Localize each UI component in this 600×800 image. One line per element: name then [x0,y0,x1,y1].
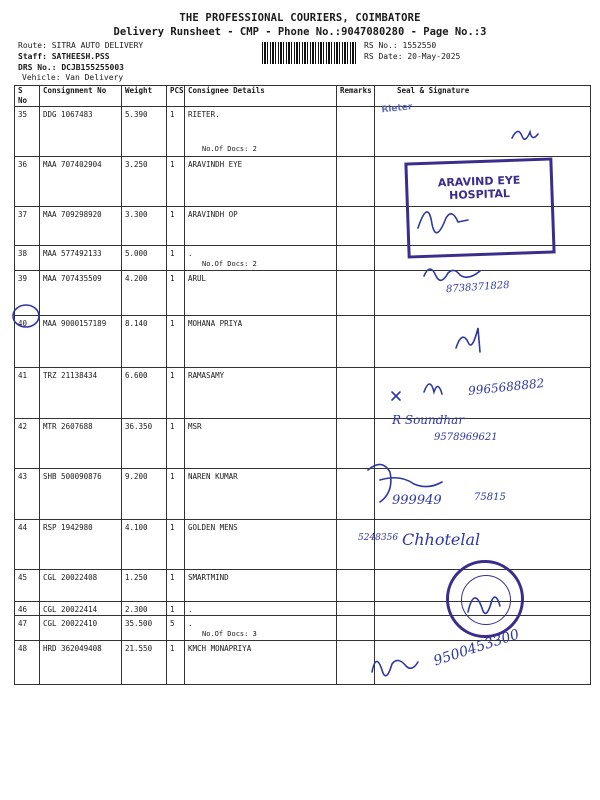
sno-cell-value: 41 [18,371,28,380]
consignee-cell-value: ARAVINDH EYE [188,160,243,169]
pcs-cell-value: 1 [170,605,175,614]
staff [18,52,110,62]
pcs-cell-value: 1 [170,319,175,328]
table-row [15,520,591,570]
docs-count: No.Of Docs: 3 [202,630,257,638]
sno-cell-value: 45 [18,573,28,582]
remarks-cell [337,419,375,469]
weight-cell [122,616,167,641]
consignee-cell [185,520,337,570]
sno-cell [15,520,40,570]
pcs-cell [167,316,185,368]
consignee-cell-value: RAMASAMY [188,371,225,380]
drs-label: DRS No.: [18,63,57,72]
consignment-cell-value: CGL 20022410 [43,619,98,628]
col-consignment: Consignment No [40,86,122,107]
consignment-cell [40,419,122,469]
weight-cell-value: 5.390 [125,110,148,119]
consignment-cell-value: SHB 500090876 [43,472,102,481]
consignment-cell-value: MAA 9000157189 [43,319,107,328]
consignee-cell-value: MSR [188,422,202,431]
col-remarks: Remarks [337,86,375,107]
remarks-cell [337,207,375,246]
consignment-cell [40,469,122,520]
company-seal [446,560,524,638]
sno-cell-value: 36 [18,160,28,169]
sno-cell [15,469,40,520]
weight-cell [122,316,167,368]
consignment-cell [40,207,122,246]
sno-cell-value: 37 [18,210,28,219]
consignment-cell [40,107,122,157]
rieter-stamp-name: Rieter [380,102,413,116]
pcs-cell [167,271,185,316]
sno-cell-value: 38 [18,249,28,258]
consignee-cell [185,602,337,616]
header-title: THE PROFESSIONAL COURIERS, COIMBATORE [179,12,421,24]
barcode [262,42,358,64]
consignee-cell-value: ARUL [188,274,207,283]
pcs-cell [167,520,185,570]
pcs-cell-value: 1 [170,573,175,582]
consignment-cell [40,616,122,641]
sno-cell [15,602,40,616]
pcs-cell [167,641,185,685]
consignee-cell [185,271,337,316]
consignee-cell-value: GOLDEN MENS [188,523,238,532]
col-consignee: Consignee Details [185,86,337,107]
sno-cell-value: 35 [18,110,28,119]
sno-cell [15,368,40,419]
pcs-cell [167,570,185,602]
remarks-cell [337,368,375,419]
remarks-cell [337,570,375,602]
drs-number [18,63,124,73]
consignment-cell-value: CGL 20022414 [43,605,98,614]
weight-cell [122,246,167,271]
pcs-cell-value: 1 [170,523,175,532]
consignee-cell-value: . [188,605,193,614]
pcs-cell-value: 1 [170,249,175,258]
consignee-cell-value: RIETER. [188,110,220,119]
handwritten-phone-42: 9578969621 [434,432,498,443]
weight-cell-value: 8.140 [125,319,148,328]
remarks-cell [337,316,375,368]
docs-count: No.Of Docs: 2 [202,260,257,268]
weight-cell-value: 36.350 [125,422,153,431]
sno-cell [15,616,40,641]
pcs-cell-value: 1 [170,274,175,283]
svg-text:75815: 75815 [474,492,506,503]
consignee-cell-value: . [188,249,193,258]
sno-cell-value: 40 [18,319,28,328]
weight-cell-value: 4.100 [125,523,148,532]
consignment-cell-value: RSP 1942980 [43,523,93,532]
consignee-cell [185,246,337,271]
consignee-cell-value: MOHANA PRIYA [188,319,243,328]
docs-count: No.Of Docs: 2 [202,145,257,153]
consignment-cell-value: HRD 362049408 [43,644,102,653]
consignment-cell-value: MAA 577492133 [43,249,102,258]
consignee-cell-value: . [188,619,193,628]
drs-value: DCJB155255003 [61,63,124,72]
consignment-cell [40,641,122,685]
pcs-cell-value: 1 [170,644,175,653]
weight-cell [122,107,167,157]
consignee-cell [185,157,337,207]
consignment-cell-value: MAA 707435509 [43,274,102,283]
consignee-cell [185,368,337,419]
consignee-cell-value: SMARTMIND [188,573,229,582]
pcs-cell-value: 1 [170,210,175,219]
pcs-cell-value: 1 [170,110,175,119]
consignee-cell [185,641,337,685]
consignee-cell [185,207,337,246]
remarks-cell [337,107,375,157]
weight-cell-value: 9.200 [125,472,148,481]
sno-cell-value: 39 [18,274,28,283]
weight-cell [122,570,167,602]
sno-cell-value: 47 [18,619,28,628]
consignment-cell [40,602,122,616]
sno-cell [15,419,40,469]
pcs-cell [167,602,185,616]
pcs-cell [167,469,185,520]
sno-cell-value: 43 [18,472,28,481]
consignee-cell-value: KMCH MONAPRIYA [188,644,252,653]
table-row [15,107,591,157]
weight-cell [122,368,167,419]
weight-cell-value: 2.300 [125,605,148,614]
aravind-stamp [404,157,555,258]
pcs-cell-value: 1 [170,371,175,380]
sno-cell [15,157,40,207]
weight-cell [122,602,167,616]
consignment-cell [40,271,122,316]
consignee-cell [185,316,337,368]
col-pcs: PCS [167,86,185,107]
weight-cell-value: 1.250 [125,573,148,582]
weight-cell [122,419,167,469]
weight-cell [122,520,167,570]
weight-cell-value: 3.250 [125,160,148,169]
consignment-cell-value: MTR 2607688 [43,422,93,431]
weight-cell-value: 3.300 [125,210,148,219]
consignment-cell-value: MAA 707402904 [43,160,102,169]
col-signature: Seal & Signature [375,86,591,107]
signature-cell [375,271,591,316]
weight-cell-value: 6.600 [125,371,148,380]
pcs-cell-value: 1 [170,472,175,481]
consignment-cell-value: DDG 1067483 [43,110,93,119]
consignment-cell [40,316,122,368]
table-row [15,469,591,520]
consignment-cell-value: MAA 709298920 [43,210,102,219]
weight-cell-value: 21.550 [125,644,153,653]
sno-cell [15,271,40,316]
consignee-cell [185,616,337,641]
vehicle: Vehicle: Van Delivery [22,73,124,82]
remarks-cell [337,616,375,641]
col-sno: S No [15,86,40,107]
sno-cell [15,641,40,685]
pcs-cell-value: 1 [170,422,175,431]
remarks-cell [337,157,375,207]
rs-number: RS No.: 1552550 [364,41,437,50]
consignment-cell-value: CGL 20022408 [43,573,98,582]
sno-cell-value: 46 [18,605,28,614]
table-row [15,271,591,316]
weight-cell [122,157,167,207]
weight-cell [122,641,167,685]
table-row [15,419,591,469]
remarks-cell [337,271,375,316]
consignment-cell-value: TRZ 21138434 [43,371,98,380]
sno-cell [15,246,40,271]
header-subtitle: Delivery Runsheet - CMP - Phone No.:9047080280 - Page No.:3 [113,26,487,38]
sno-cell [15,207,40,246]
weight-cell [122,271,167,316]
consignment-cell [40,246,122,271]
sno-cell-value: 44 [18,523,28,532]
signature-cell [375,316,591,368]
weight-cell [122,469,167,520]
rs-date: RS Date: 20-May-2025 [364,52,461,61]
handwritten-name-42: R Soundhar [392,413,465,427]
consignee-cell-value: NAREN KUMAR [188,472,238,481]
remarks-cell [337,641,375,685]
weight-cell-value: 5.000 [125,249,148,258]
handwritten-phone-39: 8738371828 [445,279,510,296]
pcs-cell [167,207,185,246]
pcs-cell [167,107,185,157]
pcs-cell [167,616,185,641]
handwritten-text-44: Chhotelal [402,530,481,549]
weight-cell [122,207,167,246]
handwritten-phone-41: 9965688882 [467,376,545,398]
consignee-cell [185,469,337,520]
pcs-cell-value: 1 [170,160,175,169]
signature-cell [375,469,591,520]
staff-value: SATHEESH.PSS [51,52,110,61]
pcs-cell [167,246,185,271]
consignee-cell [185,570,337,602]
sno-cell-value: 42 [18,422,28,431]
route: Route: SITRA AUTO DELIVERY [18,41,144,50]
weight-cell-value: 4.200 [125,274,148,283]
col-weight: Weight [122,86,167,107]
pcs-cell [167,157,185,207]
consignee-cell [185,419,337,469]
table-row [15,316,591,368]
remarks-cell [337,602,375,616]
svg-text:5248356: 5248356 [358,533,399,543]
sno-cell [15,570,40,602]
weight-cell-value: 35.500 [125,619,153,628]
consignment-cell [40,520,122,570]
consignment-cell [40,157,122,207]
svg-text:999949: 999949 [392,493,442,508]
staff-label: Staff: [18,52,47,61]
sno-cell [15,107,40,157]
consignee-cell-value: ARAVINDH OP [188,210,238,219]
consignment-cell [40,368,122,419]
handwritten-phone-48: 9500453300 [431,626,522,670]
remarks-cell [337,246,375,271]
signature-cell [375,107,591,157]
sno-cell [15,316,40,368]
aravind-stamp-title: ARAVIND EYE HOSPITAL [437,173,521,203]
sno-cell-value: 48 [18,644,28,653]
pcs-cell [167,368,185,419]
remarks-cell [337,469,375,520]
remarks-cell [337,520,375,570]
pcs-cell [167,419,185,469]
consignee-cell [185,107,337,157]
consignment-cell [40,570,122,602]
pcs-cell-value: 5 [170,619,175,628]
